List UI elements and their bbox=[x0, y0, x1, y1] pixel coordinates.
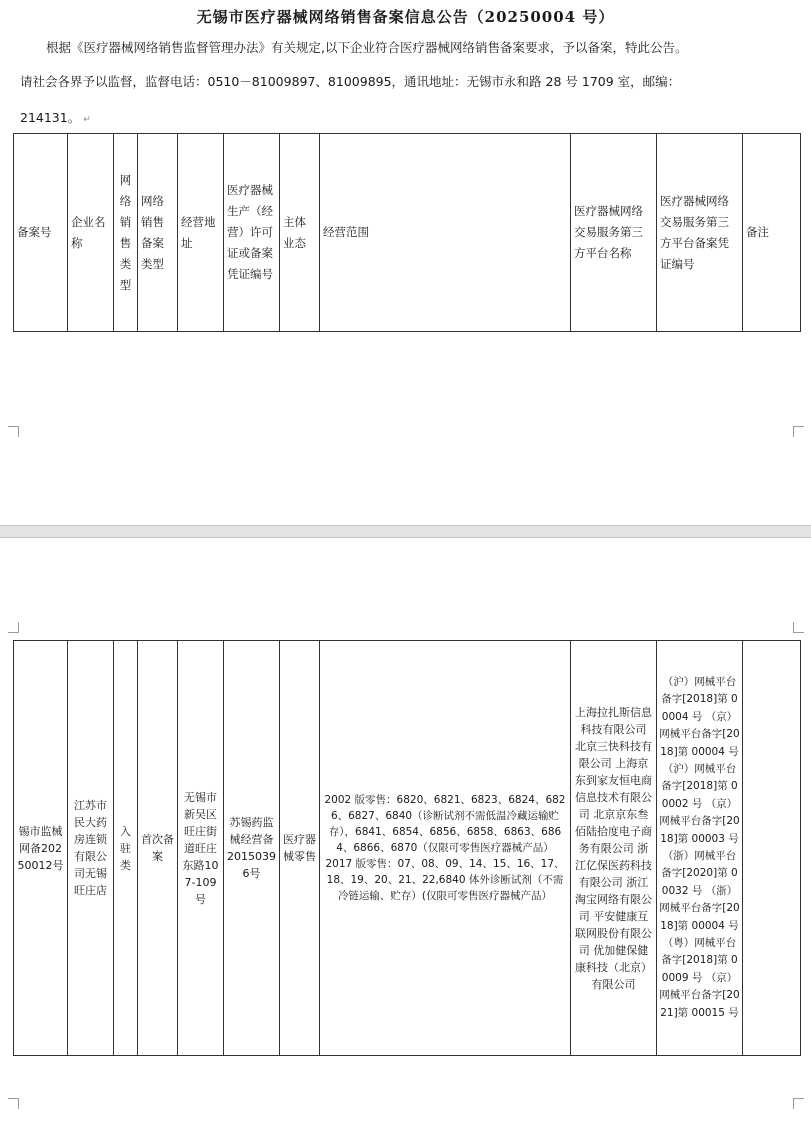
header-table bbox=[13, 133, 801, 332]
header-platform-code: 医疗器械网络交易服务第三方平台备案凭证编号 bbox=[657, 134, 743, 332]
postcode-line bbox=[20, 108, 800, 126]
crop-mark bbox=[8, 622, 19, 633]
intro-paragraph: 根据《医疗器械网络销售监督管理办法》有关规定,以下企业符合医疗器械网络销售备案要求，予以备案，特此公告。 bbox=[46, 40, 688, 55]
document-title: 无锡市医疗器械网络销售备案信息公告（20250004 号） bbox=[196, 8, 615, 26]
cell-platform-codes: （沪）网械平台备字[2018]第 00004 号 （京）网械平台备字[2018]第 00004 号（沪）网械平台备字[2018]第 00002 号 （京）网械平台备字[2018]第 00003 号 （浙）网械平台备字[2020]第 00032 号 （浙）网械平台备字[2018]第 00004 号 （粤）网械平台备字[2018]第 00009 号 （京）网械平台备字[2021]第 00015 号 bbox=[657, 641, 743, 1056]
header-platform-name: 医疗器械网络交易服务第三方平台名称 bbox=[571, 134, 657, 332]
cell-sale-type: 入驻类 bbox=[114, 641, 138, 1056]
cell-record-no: 锡市监械网备20250012号 bbox=[14, 641, 68, 1056]
record-table bbox=[13, 640, 801, 1056]
cell-scope bbox=[320, 641, 571, 1056]
crop-mark bbox=[8, 1098, 19, 1109]
cell-platform-names: 上海拉扎斯信息科技有限公司 北京三快科技有限公司 上海京东到家友恒电商信息技术有限公司 北京京东叁佰陆拾度电子商务有限公司 浙江亿保医药科技有限公司 浙江淘宝网络有限公司 平安健康互联网股份有限公司 优加健保健康科技（北京）有限公司 bbox=[571, 641, 657, 1056]
crop-mark bbox=[793, 622, 804, 633]
document-page-1 bbox=[0, 0, 811, 525]
header-scope: 经营范围 bbox=[320, 134, 571, 332]
document-page-2 bbox=[0, 538, 811, 1127]
table-row bbox=[14, 641, 801, 1056]
cell-remark bbox=[743, 641, 801, 1056]
scope-2002: 2002 版零售：6820、6821、6823、6824、6826、6827、6840（诊断试剂不需低温冷藏运输贮存），6841、6854、6856、6858、6863、6864、6866、6870（仅限可零售医疗器械产品） bbox=[324, 794, 566, 854]
table-header-row bbox=[14, 134, 801, 332]
crop-mark bbox=[793, 426, 804, 437]
crop-mark bbox=[8, 426, 19, 437]
header-license: 医疗器械生产（经营）许可证或备案凭证编号 bbox=[224, 134, 280, 332]
header-company: 企业名称 bbox=[68, 134, 114, 332]
header-record-type: 网络销售备案类型 bbox=[138, 134, 178, 332]
cell-license: 苏锡药监械经营备20150396号 bbox=[224, 641, 280, 1056]
cell-company: 江苏市民大药房连锁有限公司无锡旺庄店 bbox=[68, 641, 114, 1056]
header-remark: 备注 bbox=[743, 134, 801, 332]
header-business: 主体业态 bbox=[280, 134, 320, 332]
cell-address: 无锡市新吴区旺庄街道旺庄东路107-109号 bbox=[178, 641, 224, 1056]
header-record-no: 备案号 bbox=[14, 134, 68, 332]
header-sale-type: 网络销售类型 bbox=[114, 134, 138, 332]
supervision-paragraph: 请社会各界予以监督，监督电话：0510－81009897、81009895，通讯地址：无锡市永和路 28 号 1709 室，邮编： bbox=[20, 74, 681, 89]
paragraph-mark-icon: ↵ bbox=[83, 115, 91, 125]
cell-business: 医疗器械零售 bbox=[280, 641, 320, 1056]
crop-mark bbox=[793, 1098, 804, 1109]
postcode-text: 214131。 bbox=[20, 110, 81, 125]
header-address: 经营地址 bbox=[178, 134, 224, 332]
cell-record-type: 首次备案 bbox=[138, 641, 178, 1056]
scope-2017: 2017 版零售：07、08、09、14、15、16、17、18、19、20、21、22,6840 体外诊断试剂（不需冷链运输、贮存）(仅限可零售医疗器械产品） bbox=[325, 858, 565, 902]
page-separator bbox=[0, 525, 811, 538]
